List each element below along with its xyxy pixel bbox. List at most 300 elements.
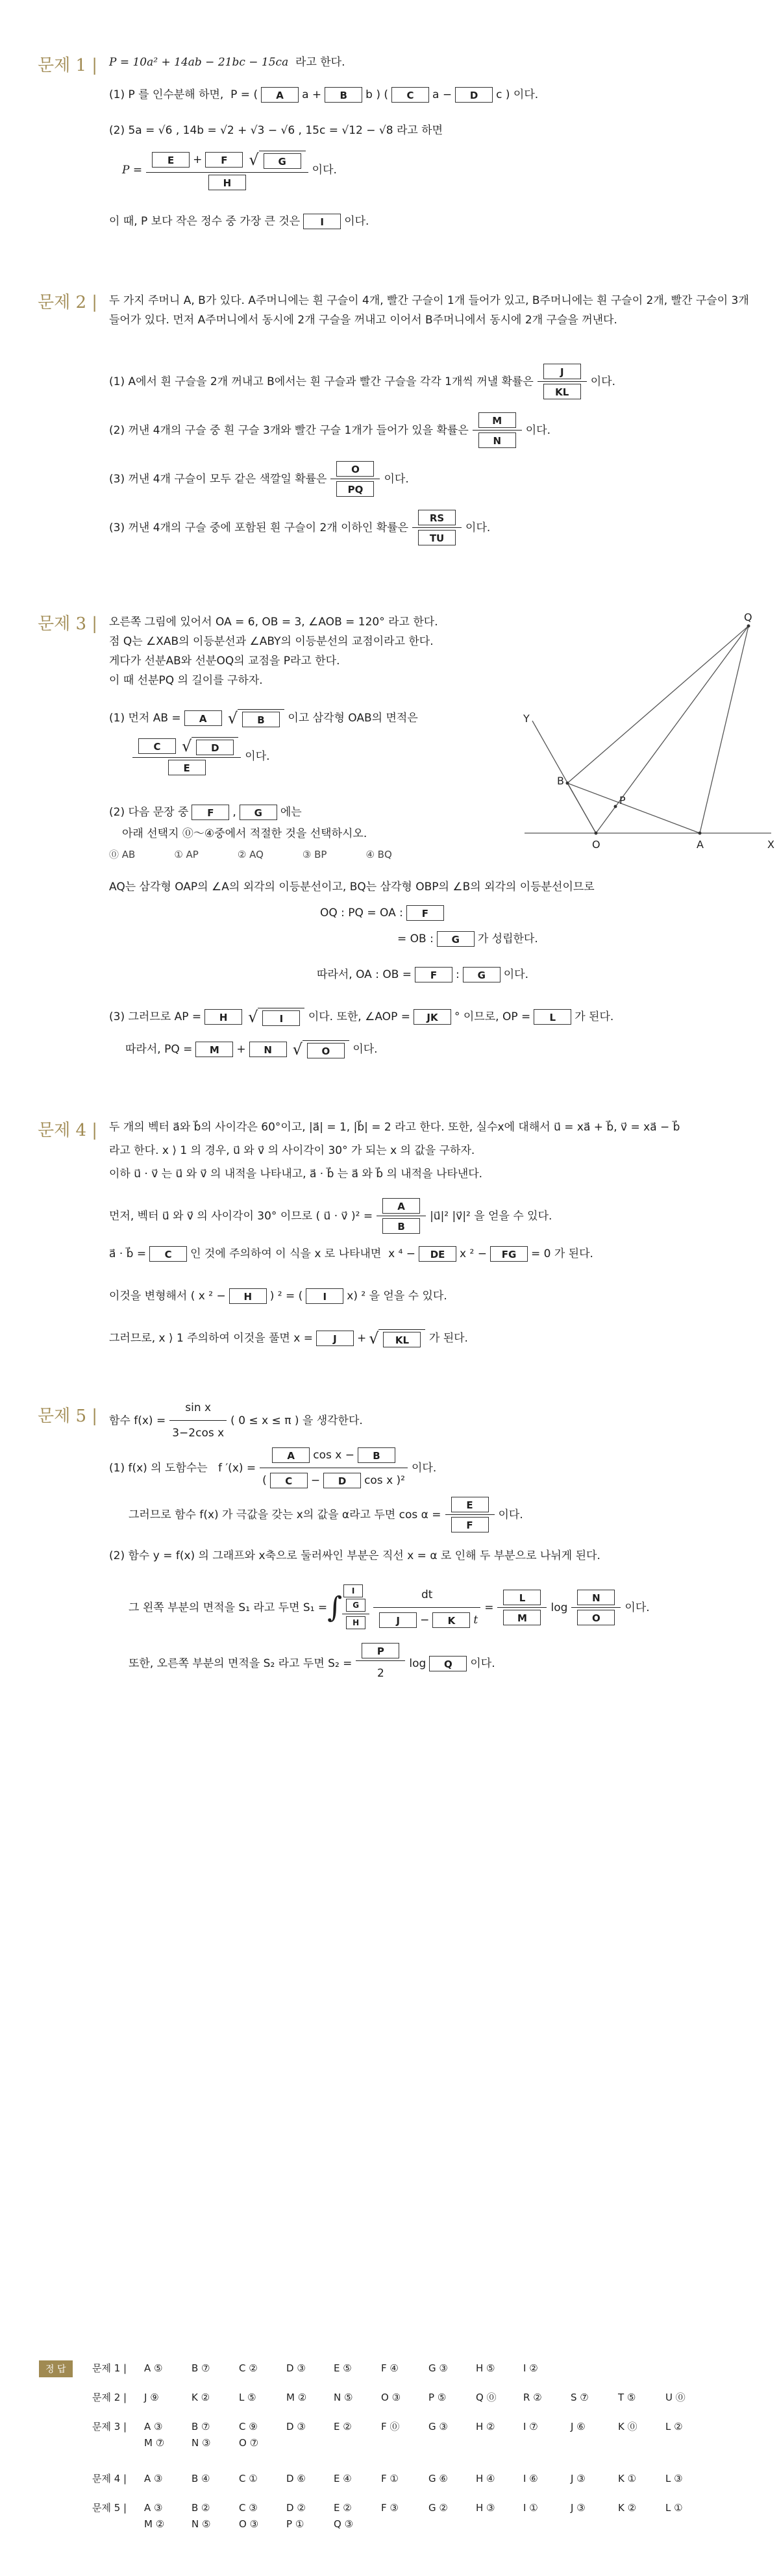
problem-3-q2 [109, 802, 302, 823]
answer-cell: O ③ [239, 2518, 259, 2530]
q-text: 이것을 변형해서 ( x ² − [109, 1290, 226, 1303]
answer-cell: O ③ [381, 2392, 401, 2403]
answer-cell: L ③ [665, 2473, 683, 2484]
statement-text: 라고 한다. [295, 56, 345, 69]
q-text: 이다. [590, 375, 615, 388]
answer-cell: J ⑥ [571, 2421, 586, 2432]
answer-box-kl[interactable]: KL [543, 384, 581, 399]
answer-row-label: 문제 4 | [92, 2473, 127, 2484]
answer-cell: A ③ [144, 2473, 163, 2484]
problem-2-q4 [109, 510, 490, 545]
answer-cell: Q ⓪ [476, 2392, 497, 2403]
fraction [169, 1397, 227, 1444]
q-text: |u⃗|² |v⃗|² 을 얻을 수 있다. [430, 1209, 552, 1223]
answer-cell: I ⑦ [523, 2421, 538, 2432]
q-text: a − [432, 88, 452, 101]
answer-box-g[interactable]: G [463, 967, 501, 982]
q-text: 이 때, P 보다 작은 정수 중 가장 큰 것은 [109, 215, 301, 228]
fraction [445, 1497, 495, 1532]
q-text: 이다. 또한, ∠AOP = [308, 1010, 410, 1023]
answer-cell: D ③ [286, 2421, 306, 2432]
answer-box-g[interactable]: G [240, 805, 277, 820]
answer-cell: E ② [334, 2502, 352, 2514]
problem-1-q3 [109, 211, 369, 232]
sqrt-sign: √ B [228, 709, 284, 727]
answer-box-a[interactable]: A [382, 1198, 420, 1214]
q-text: t [473, 1614, 478, 1627]
q-text: ) ² = ( [269, 1290, 303, 1303]
answer-cell: S ⑦ [571, 2392, 589, 2403]
answer-cell: K ⓪ [618, 2421, 637, 2432]
q-text: log [409, 1657, 427, 1670]
fraction [473, 412, 522, 448]
answer-box-c[interactable]: C [138, 738, 176, 754]
answer-cell: M ② [144, 2518, 165, 2530]
q-text: : [456, 968, 460, 981]
fraction [497, 1590, 547, 1625]
answer-cell: B ④ [192, 2473, 210, 2484]
answer-cell: D ③ [286, 2362, 306, 2374]
answer-cell: K ① [618, 2473, 637, 2484]
answer-key-label: 정 답 [39, 2360, 73, 2377]
q-text: (2) 5a = √6 , 14b = √2 + √3 − √6 , 15c = √12 − √8 라고 하면 [109, 124, 443, 137]
answer-row-label: 문제 2 | [92, 2392, 127, 2403]
answer-box-d[interactable]: D [455, 87, 493, 103]
q-text: 인 것에 주의하여 이 식을 x 로 나타내면 [190, 1247, 382, 1260]
answer-cell: I ⑥ [523, 2473, 538, 2484]
answer-cell: B ② [192, 2502, 210, 2514]
answer-cell: F ④ [381, 2362, 399, 2374]
q-text: 이다. [470, 1657, 495, 1670]
answer-cell: D ② [286, 2502, 306, 2514]
answer-box-tu[interactable]: TU [418, 530, 456, 545]
point-b-label: B [557, 775, 564, 787]
choice-item: ④ BQ [365, 849, 392, 860]
answer-cell: N ⑤ [192, 2518, 211, 2530]
fraction-denominator: 3−2cos x [172, 1427, 225, 1440]
statement-formula: P = 10a² + 14ab − 21bc − 15ca [109, 56, 289, 69]
answer-box-f[interactable]: F [192, 805, 229, 820]
q-text: (3) 꺼낸 4개의 구슬 중에 포함된 흰 구슬이 2개 이하인 확률은 [109, 521, 409, 534]
answer-box-h[interactable]: H [346, 1616, 365, 1629]
answer-box-c[interactable]: C [391, 87, 429, 103]
answer-box-n[interactable]: N [249, 1042, 287, 1057]
q-text: P = [122, 163, 143, 177]
fraction-numerator: sin x [185, 1401, 212, 1414]
answer-cell: F ③ [381, 2502, 399, 2514]
q-text: 먼저, 벡터 u⃗ 와 v⃗ 의 사이각이 30° 이므로 ( u⃗ · v⃗ )² = [109, 1209, 373, 1223]
answer-cell: P ① [286, 2518, 304, 2530]
problem-4-line5 [109, 1244, 593, 1264]
q-text: (3) 꺼낸 4개 구슬이 모두 같은 색깔일 확률은 [109, 472, 327, 486]
problem-5-label: 문제 5 | [38, 1407, 98, 1426]
problem-1-statement [109, 52, 345, 73]
answer-cell: C ⑨ [239, 2421, 258, 2432]
q-text: log [550, 1601, 568, 1614]
q-text: a⃗ · b⃗ = [109, 1247, 147, 1260]
fraction [373, 1584, 480, 1631]
answer-row-3 [92, 2419, 741, 2451]
answer-cell: E ② [334, 2421, 352, 2432]
q-text: 따라서, OA : OB = [317, 968, 412, 981]
q-text: 함수 f(x) = [109, 1414, 166, 1427]
answer-cell: C ③ [239, 2502, 258, 2514]
answer-box-b[interactable]: B [325, 87, 362, 103]
answer-cell: P ⑤ [428, 2392, 447, 2403]
q-text: ( [262, 1474, 267, 1487]
answer-cell: F ① [381, 2473, 399, 2484]
answer-box-g[interactable]: G [264, 153, 301, 169]
plus-sign: + [356, 1332, 367, 1345]
q-text: 이다. [498, 1508, 523, 1521]
answer-row-label: 문제 1 | [92, 2362, 127, 2374]
answer-row-label: 문제 3 | [92, 2421, 127, 2432]
sqrt-sign: √ KL [369, 1329, 425, 1347]
point-x-label: X [767, 838, 774, 851]
point-q-label: Q [744, 611, 752, 623]
q-text: 이다. [312, 163, 337, 177]
answer-box-b[interactable]: B [242, 712, 280, 727]
answer-cell: U ⓪ [665, 2392, 686, 2403]
answer-cell: H ⑤ [476, 2362, 495, 2374]
answer-box-k[interactable]: K [432, 1612, 470, 1628]
q-text: 라고 한다. x ⟩ 1 의 경우, u⃗ 와 v⃗ 의 사이각이 30° 가 되는 x 의 값을 구하자. [109, 1144, 475, 1157]
problem-3-eq3 [317, 964, 528, 985]
answer-box-j[interactable]: J [543, 364, 581, 379]
choice-item: ⓪ AB [109, 849, 136, 860]
answer-box-c[interactable]: C [149, 1246, 187, 1262]
problem-3-q1-area [129, 737, 270, 775]
answer-cell: F ⓪ [381, 2421, 400, 2432]
answer-box-n[interactable]: N [478, 432, 516, 448]
answer-cell: D ⑥ [286, 2473, 306, 2484]
answer-box-o[interactable]: O [336, 461, 374, 477]
q-text: 또한, 오른쪽 부분의 면적을 S₂ 라고 두면 S₂ = [129, 1657, 352, 1670]
answer-box-f[interactable]: F [415, 967, 452, 982]
point-p-label: P [619, 794, 626, 807]
answer-cell: C ① [239, 2473, 258, 2484]
answer-cell: N ⑤ [334, 2392, 353, 2403]
fraction [132, 737, 241, 775]
answer-box-i[interactable]: I [303, 214, 341, 229]
fraction [260, 1445, 408, 1491]
answer-cell: L ② [665, 2421, 683, 2432]
q-text: x ² − [460, 1247, 487, 1260]
fraction [412, 510, 462, 545]
answer-cell: Q ③ [334, 2518, 354, 2530]
q-text: x) ² 을 얻을 수 있다. [347, 1290, 447, 1303]
answer-box-h[interactable]: H [208, 175, 246, 190]
answer-cell: M ⑦ [144, 2437, 165, 2449]
fraction [330, 461, 380, 497]
q-text: 그러므로 함수 f(x) 가 극값을 갖는 x의 값을 α라고 두면 cos α = [129, 1508, 441, 1521]
q-text: cos x )² [364, 1474, 405, 1487]
q-text: 가 성립한다. [477, 932, 538, 945]
fraction [377, 1198, 426, 1234]
problem-3-label: 문제 3 | [38, 614, 98, 634]
sqrt-sign: √ G [249, 151, 305, 169]
problem-1-q2 [109, 120, 443, 141]
answer-cell: R ② [523, 2392, 542, 2403]
answer-cell: A ⑤ [144, 2362, 163, 2374]
answer-cell: L ⑤ [239, 2392, 256, 2403]
problem-4-line4 [109, 1198, 552, 1234]
answer-box-o[interactable]: O [577, 1610, 615, 1625]
answer-cell: L ① [665, 2502, 683, 2514]
answer-box-f[interactable]: F [451, 1517, 489, 1532]
answer-box-d[interactable]: D [196, 740, 234, 755]
problem-4-line3 [109, 1164, 482, 1184]
answer-cell: B ⑦ [192, 2362, 210, 2374]
problem-3-eq1 [320, 903, 447, 923]
q-text: − [310, 1474, 321, 1487]
answer-cell: G ⑥ [428, 2473, 448, 2484]
q-text: 에는 [280, 806, 302, 819]
problem-5-q2 [109, 1545, 600, 1566]
q-text: (2) 함수 y = f(x) 의 그래프와 x축으로 둘러싸인 부분은 직선 x = α 로 인해 두 부분으로 나뉘게 된다. [109, 1549, 600, 1562]
answer-cell: N ③ [192, 2437, 211, 2449]
problem-2-q1 [109, 364, 615, 399]
answer-cell: J ③ [571, 2502, 586, 2514]
answer-cell: J ③ [571, 2473, 586, 2484]
point-o-label: O [592, 838, 600, 851]
problem-4-line6 [109, 1286, 447, 1307]
q-text: 이다. [503, 968, 528, 981]
answer-box-jk[interactable]: JK [414, 1009, 451, 1025]
answer-box-a[interactable]: A [272, 1447, 310, 1463]
q-text: (3) 그러므로 AP = [109, 1010, 202, 1023]
answer-cell: G ③ [428, 2362, 448, 2374]
problem-5-q1b [129, 1497, 523, 1532]
answer-box-b[interactable]: B [382, 1218, 420, 1234]
answer-cell: E ⑤ [334, 2362, 352, 2374]
q-text: (2) 다음 문장 중 [109, 806, 189, 819]
problem-3-statement [109, 612, 525, 690]
answer-box-i[interactable]: I [262, 1010, 300, 1026]
problem-4-line2 [109, 1140, 475, 1161]
problem-3-q3 [109, 1007, 613, 1027]
answer-row-1 [92, 2360, 741, 2377]
answer-row-5 [92, 2500, 741, 2532]
q-text: f ′(x) = [217, 1461, 256, 1475]
fraction [356, 1643, 405, 1684]
statement-line: 점 Q는 ∠XAB의 이등분선과 ∠ABY의 이등분선의 교점이라고 한다. [109, 635, 434, 648]
answer-box-h[interactable]: H [229, 1288, 267, 1304]
problem-4-line1 [109, 1117, 680, 1138]
problem-3-explanation [109, 877, 595, 897]
answer-cell: B ⑦ [192, 2421, 210, 2432]
choice-item: ③ BP [302, 849, 327, 860]
problem-3-q1 [109, 708, 418, 729]
problem-2-q2 [109, 412, 550, 448]
q-text: x ⁴ − [388, 1247, 416, 1260]
answer-cell: A ③ [144, 2421, 163, 2432]
answer-cell: I ① [523, 2502, 538, 2514]
answer-row-label: 문제 5 | [92, 2502, 127, 2514]
sqrt-sign: √ D [182, 737, 238, 755]
q-text: ( 0 ≤ x ≤ π ) 을 생각한다. [230, 1414, 363, 1427]
q-text: 이다. [624, 1601, 650, 1614]
q-text: 이다. [245, 749, 270, 763]
answer-cell: G ③ [428, 2421, 448, 2432]
statement-line: 이 때 선분PQ 의 길이를 구하자. [109, 674, 263, 687]
problem-5-q1 [109, 1445, 436, 1491]
q-text: cos x − [313, 1449, 354, 1462]
fraction [571, 1590, 621, 1625]
q-text: 이다. [525, 423, 550, 437]
q-text: 그러므로, x ⟩ 1 주의하여 이것을 풀면 x = [109, 1332, 313, 1345]
fraction-denominator: 2 [377, 1667, 384, 1680]
problem-4-line7 [109, 1328, 468, 1349]
answer-row-4 [92, 2471, 741, 2487]
problem-1-q2-formula [122, 149, 337, 190]
answer-box-j[interactable]: J [379, 1612, 417, 1628]
answer-row-2 [92, 2390, 741, 2406]
q-text: (1) f(x) 의 도함수는 [109, 1461, 208, 1475]
sqrt-sign: √ O [293, 1040, 349, 1058]
q-text: 따라서, PQ = [125, 1043, 193, 1056]
answer-box-g[interactable]: G [437, 931, 475, 947]
plus-sign: + [236, 1043, 246, 1056]
statement-line: 게다가 선분AB와 선분OQ의 교점을 P라고 한다. [109, 655, 340, 668]
problem-5-q2c [129, 1643, 495, 1684]
answer-box-n[interactable]: N [577, 1590, 615, 1605]
q-text: 아래 선택지 ⓪〜④중에서 적절한 것을 선택하시오. [122, 827, 367, 840]
point-y-label: Y [523, 712, 530, 725]
q-text: 이다. [384, 472, 409, 486]
q-number: (1) [109, 88, 125, 101]
answer-cell: M ② [286, 2392, 307, 2403]
problem-4-label: 문제 4 | [38, 1121, 98, 1140]
q-text: c ) 이다. [496, 88, 539, 101]
answer-cell: K ② [192, 2392, 210, 2403]
answer-box-fg[interactable]: FG [490, 1246, 528, 1262]
answer-box-f[interactable]: F [406, 905, 444, 921]
answer-box-b[interactable]: B [358, 1447, 395, 1463]
q-text: (1) 먼저 AB = [109, 712, 181, 725]
answer-box-l[interactable]: L [503, 1590, 541, 1605]
q-text: 이다. [411, 1461, 437, 1475]
statement-text: 두 가지 주머니 A, B가 있다. A주머니에는 흰 구슬이 4개, 빨간 구슬이 1개 들어가 있고, B주머니에는 흰 구슬이 2개, 빨간 구슬이 3개 들어가 있다. 먼저 A주머니에서 동시에 2개 구슬을 꺼내고 이어서 B주머니에서 동시에 2개 구슬을 꺼낸다. [109, 294, 749, 327]
fraction [146, 149, 308, 190]
q-text: = OB : [397, 932, 434, 945]
problem-1-label: 문제 1 | [38, 56, 98, 75]
answer-cell: H ④ [476, 2473, 495, 2484]
answer-box-f[interactable]: F [205, 152, 243, 168]
answer-box-o[interactable]: O [307, 1043, 345, 1058]
problem-5-q2b [129, 1584, 650, 1631]
q-text: 이하 u⃗ · v⃗ 는 u⃗ 와 v⃗ 의 내적을 나타내고, a⃗ · b⃗ 는 a⃗ 와 b⃗ 의 내적을 나타낸다. [109, 1168, 483, 1181]
answer-box-pq[interactable]: PQ [336, 481, 374, 497]
answer-box-e[interactable]: E [152, 152, 190, 168]
answer-cell: K ② [618, 2502, 637, 2514]
answer-cell: T ⑤ [618, 2392, 636, 2403]
answer-box-g[interactable]: G [346, 1599, 365, 1612]
q-text: 이고 삼각형 OAB의 면적은 [288, 712, 418, 725]
answer-box-i[interactable]: I [343, 1584, 363, 1597]
q-text: − [420, 1614, 430, 1627]
answer-box-m[interactable]: M [478, 412, 516, 428]
problem-2-statement [109, 291, 752, 330]
q-text: P = ( [230, 88, 258, 101]
problem-2-q3 [109, 461, 409, 497]
answer-box-m[interactable]: M [195, 1042, 233, 1057]
q-text: (2) 꺼낸 4개의 구슬 중 흰 구슬 3개와 빨간 구슬 1개가 들어가 있을 확률은 [109, 423, 469, 437]
answer-box-p[interactable]: P [362, 1643, 399, 1658]
answer-box-d[interactable]: D [323, 1473, 361, 1488]
answer-box-de[interactable]: DE [419, 1246, 456, 1262]
answer-cell: C ② [239, 2362, 258, 2374]
choice-item: ① AP [174, 849, 199, 860]
problem-3-eq2 [397, 929, 538, 949]
q-text: 이다. [465, 521, 491, 534]
choice-list [109, 844, 431, 865]
answer-cell: I ② [523, 2362, 538, 2374]
answer-box-rs[interactable]: RS [418, 510, 456, 525]
statement-line: 오른쪽 그림에 있어서 OA = 6, OB = 3, ∠AOB = 120° 라고 한다. [109, 616, 438, 629]
choice-item: ② AQ [237, 849, 264, 860]
answer-box-a[interactable]: A [184, 710, 222, 726]
geometry-figure [505, 610, 778, 851]
problem-3-q3-result [125, 1039, 378, 1060]
q-text: 그 왼쪽 부분의 면적을 S₁ 라고 두면 S₁ = [129, 1601, 328, 1614]
answer-box-kl[interactable]: KL [383, 1332, 421, 1347]
q-text: ° 이므로, OP = [454, 1010, 531, 1023]
answer-cell: O ⑦ [239, 2437, 259, 2449]
sqrt-sign: √ I [248, 1008, 304, 1026]
q-text: = [484, 1601, 494, 1614]
answer-box-h[interactable]: H [204, 1009, 242, 1025]
answer-box-q[interactable]: Q [429, 1656, 467, 1671]
q-text: (1) A에서 흰 구슬을 2개 꺼내고 B에서는 흰 구슬과 빨간 구슬을 각각 1개씩 꺼낼 확률은 [109, 375, 534, 388]
q-text: OQ : PQ = OA : [320, 907, 403, 919]
answer-cell: J ⑨ [144, 2392, 159, 2403]
answer-box-a[interactable]: A [261, 87, 299, 103]
answer-box-j[interactable]: J [316, 1331, 354, 1346]
answer-box-c[interactable]: C [270, 1473, 308, 1488]
answer-cell: H ② [476, 2421, 495, 2432]
answer-box-i[interactable]: I [306, 1288, 343, 1304]
integral: ∫ I $\frac{G}{H}$ [327, 1584, 369, 1631]
q-text: , [232, 806, 236, 819]
fraction [538, 364, 587, 399]
q-text: 가 된다. [428, 1332, 468, 1345]
answer-box-e[interactable]: E [168, 760, 206, 775]
answer-box-e[interactable]: E [451, 1497, 489, 1512]
answer-box-l[interactable]: L [534, 1009, 571, 1025]
q-text: AQ는 삼각형 OAP의 ∠A의 외각의 이등분선이고, BQ는 삼각형 OBP의 ∠B의 외각의 이등분선이므로 [109, 881, 595, 894]
q-text: 이다. [344, 215, 369, 228]
q-text: 가 된다. [575, 1010, 614, 1023]
fraction-numerator: dt [421, 1588, 433, 1601]
answer-cell: G ② [428, 2502, 448, 2514]
problem-3-q2-instruction [122, 823, 367, 844]
problem-5-statement [109, 1397, 363, 1444]
point-a-label: A [697, 838, 704, 851]
answer-cell: E ④ [334, 2473, 352, 2484]
q-text: 두 개의 벡터 a⃗와 b⃗의 사이각은 60°이고, |a⃗| = 1, |b⃗| = 2 라고 한다. 또한, 실수x에 대해서 u⃗ = xa⃗ + b⃗, v⃗ = xa⃗ − b⃗ [109, 1121, 680, 1134]
q-text: b ) ( [365, 88, 389, 101]
q-text: a + [302, 88, 322, 101]
q-text: 이다. [352, 1043, 378, 1056]
answer-cell: A ③ [144, 2502, 163, 2514]
problem-1-q1 [109, 84, 538, 105]
q-text: P 를 인수분해 하면, [128, 88, 224, 101]
problem-2-label: 문제 2 | [38, 293, 98, 312]
q-text: = 0 가 된다. [530, 1247, 593, 1260]
answer-cell: H ③ [476, 2502, 495, 2514]
answer-box-m[interactable]: M [503, 1610, 541, 1625]
